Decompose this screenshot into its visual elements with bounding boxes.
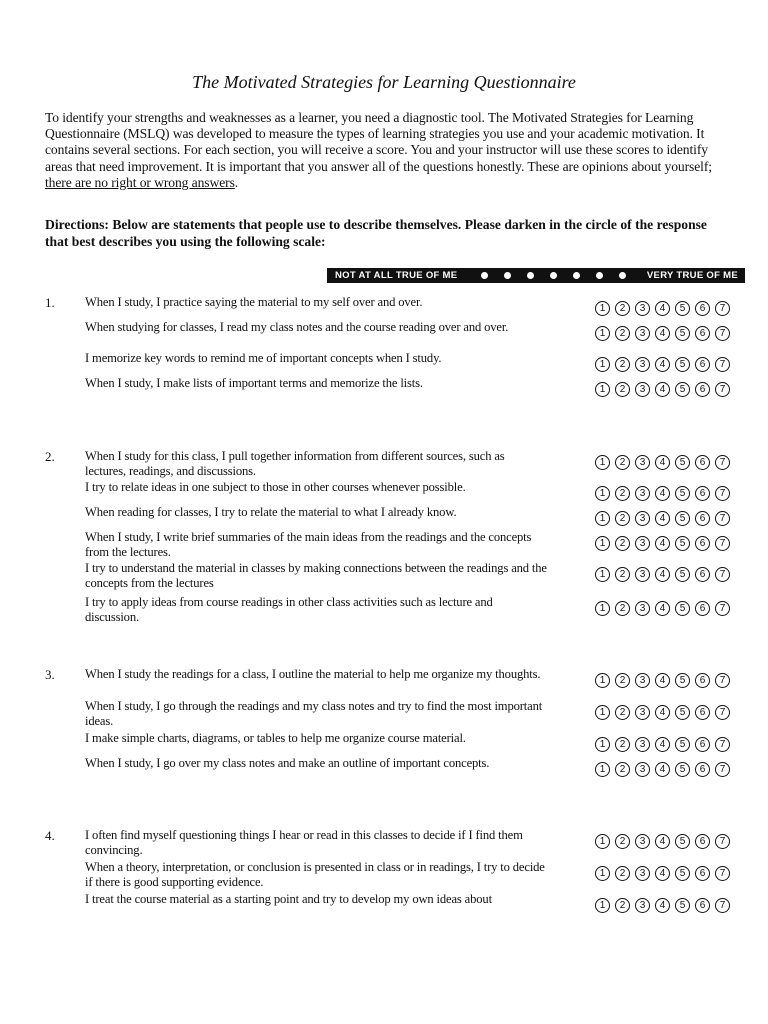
response-option-7[interactable]: 7: [715, 326, 730, 341]
response-option-6[interactable]: 6: [695, 486, 710, 501]
response-option-6[interactable]: 6: [695, 866, 710, 881]
response-option-5[interactable]: 5: [675, 301, 690, 316]
intro-underlined-text: there are no right or wrong answers: [45, 174, 235, 190]
response-option-6[interactable]: 6: [695, 301, 710, 316]
response-option-4[interactable]: 4: [655, 567, 670, 582]
response-scale: [595, 326, 750, 344]
response-option-4[interactable]: 4: [655, 705, 670, 720]
response-option-5[interactable]: 5: [675, 382, 690, 397]
response-option-3[interactable]: 3: [635, 737, 650, 752]
response-option-5[interactable]: 5: [675, 326, 690, 341]
response-scale: [595, 455, 750, 473]
response-option-7[interactable]: 7: [715, 382, 730, 397]
directions: Directions: Below are statements that people use to describe themselves. Please darken in the circle of the response that best describes you using the following scale:: [45, 217, 707, 249]
response-scale: [595, 382, 750, 400]
response-option-1[interactable]: 1: [595, 601, 610, 616]
response-option-5[interactable]: 5: [675, 898, 690, 913]
response-option-4[interactable]: 4: [655, 486, 670, 501]
scale-dot-icon: [550, 272, 557, 279]
response-option-6[interactable]: 6: [695, 705, 710, 720]
response-option-6[interactable]: 6: [695, 601, 710, 616]
response-option-7[interactable]: 7: [715, 898, 730, 913]
question-item-text: When studying for classes, I read my class notes and the course reading over and over.: [85, 320, 509, 334]
response-option-4[interactable]: 4: [655, 673, 670, 688]
response-option-6[interactable]: 6: [695, 326, 710, 341]
response-option-1[interactable]: 1: [595, 762, 610, 777]
question-number: 2.: [45, 449, 55, 464]
question-item-text: I try to understand the material in classes by making connections between the readings and the concepts from the lectures: [85, 561, 547, 590]
response-option-2[interactable]: 2: [615, 536, 630, 551]
response-option-3[interactable]: 3: [635, 357, 650, 372]
response-option-2[interactable]: 2: [615, 834, 630, 849]
question-item-text: When I study, I make lists of important terms and memorize the lists.: [85, 376, 423, 390]
question-item-text: When I study for this class, I pull together information from different sources, such as lectures, readings, and discussions.: [85, 449, 505, 478]
response-option-5[interactable]: 5: [675, 357, 690, 372]
response-option-5[interactable]: 5: [675, 762, 690, 777]
response-option-6[interactable]: 6: [695, 455, 710, 470]
question-item-text: When I study the readings for a class, I outline the material to help me organize my thoughts.: [85, 667, 541, 681]
response-option-3[interactable]: 3: [635, 834, 650, 849]
response-option-1[interactable]: 1: [595, 866, 610, 881]
intro-paragraph: [45, 110, 723, 191]
response-option-3[interactable]: 3: [635, 326, 650, 341]
response-option-7[interactable]: 7: [715, 357, 730, 372]
response-option-7[interactable]: 7: [715, 673, 730, 688]
intro-end: .: [234, 174, 239, 190]
response-option-1[interactable]: 1: [595, 673, 610, 688]
response-option-7[interactable]: 7: [715, 301, 730, 316]
response-option-3[interactable]: 3: [635, 866, 650, 881]
response-option-3[interactable]: 3: [635, 601, 650, 616]
response-scale: [595, 673, 750, 691]
response-option-7[interactable]: 7: [715, 762, 730, 777]
response-option-7[interactable]: 7: [715, 737, 730, 752]
response-option-5[interactable]: 5: [675, 834, 690, 849]
response-option-1[interactable]: 1: [595, 511, 610, 526]
response-option-1[interactable]: 1: [595, 567, 610, 582]
response-option-1[interactable]: 1: [595, 382, 610, 397]
response-scale: [595, 762, 750, 780]
response-option-2[interactable]: 2: [615, 705, 630, 720]
question-item-text: I often find myself questioning things I hear or read in this classes to decide if I find them convincing.: [85, 828, 523, 857]
question-item-text: When a theory, interpretation, or conclusion is presented in class or in readings, I try to decide if there is good supporting evidence.: [85, 860, 545, 889]
response-option-4[interactable]: 4: [655, 326, 670, 341]
response-option-4[interactable]: 4: [655, 834, 670, 849]
response-option-6[interactable]: 6: [695, 737, 710, 752]
response-option-7[interactable]: 7: [715, 834, 730, 849]
response-scale: [595, 737, 750, 755]
response-option-3[interactable]: 3: [635, 455, 650, 470]
intro-text: To identify your strengths and weaknesses as a learner, you need a diagnostic tool. The Motivated Strategies for Learning Questionnaire (MSLQ) was developed to measure the types of learning strategies you use and your academic motivation. It contains several sections. For each section, you will receive a score. You and your instructor will use these scores to identify areas that need improvement. It is important that you answer all of the questions honestly. These are opinions about yourself;: [45, 110, 712, 174]
scale-dot-icon: [481, 272, 488, 279]
response-option-4[interactable]: 4: [655, 762, 670, 777]
response-option-4[interactable]: 4: [655, 601, 670, 616]
question-item-text: I make simple charts, diagrams, or tables to help me organize course material.: [85, 731, 466, 745]
scale-dot-icon: [504, 272, 511, 279]
response-option-5[interactable]: 5: [675, 673, 690, 688]
response-option-1[interactable]: 1: [595, 486, 610, 501]
response-option-6[interactable]: 6: [695, 834, 710, 849]
response-option-1[interactable]: 1: [595, 301, 610, 316]
page-title: The Motivated Strategies for Learning Questionnaire: [192, 72, 576, 92]
response-option-2[interactable]: 2: [615, 762, 630, 777]
question-item-text: I try to relate ideas in one subject to those in other courses whenever possible.: [85, 480, 466, 494]
question-number: 3.: [45, 667, 55, 682]
response-option-7[interactable]: 7: [715, 455, 730, 470]
response-option-5[interactable]: 5: [675, 536, 690, 551]
response-option-2[interactable]: 2: [615, 567, 630, 582]
response-option-2[interactable]: 2: [615, 301, 630, 316]
response-option-4[interactable]: 4: [655, 455, 670, 470]
response-option-1[interactable]: 1: [595, 357, 610, 372]
response-option-3[interactable]: 3: [635, 486, 650, 501]
response-option-3[interactable]: 3: [635, 536, 650, 551]
response-option-5[interactable]: 5: [675, 737, 690, 752]
response-option-3[interactable]: 3: [635, 567, 650, 582]
question-item-text: When I study, I go over my class notes and make an outline of important concepts.: [85, 756, 490, 770]
response-option-1[interactable]: 1: [595, 834, 610, 849]
response-option-7[interactable]: 7: [715, 567, 730, 582]
response-option-2[interactable]: 2: [615, 486, 630, 501]
response-option-2[interactable]: 2: [615, 511, 630, 526]
response-option-5[interactable]: 5: [675, 455, 690, 470]
response-option-7[interactable]: 7: [715, 601, 730, 616]
response-option-3[interactable]: 3: [635, 705, 650, 720]
response-scale: [595, 511, 750, 529]
response-option-6[interactable]: 6: [695, 536, 710, 551]
scale-dot-icon: [596, 272, 603, 279]
question-item-text: When I study, I practice saying the material to my self over and over.: [85, 295, 423, 309]
response-option-7[interactable]: 7: [715, 536, 730, 551]
response-option-5[interactable]: 5: [675, 567, 690, 582]
response-option-2[interactable]: 2: [615, 382, 630, 397]
response-option-4[interactable]: 4: [655, 382, 670, 397]
response-option-1[interactable]: 1: [595, 898, 610, 913]
response-option-1[interactable]: 1: [595, 455, 610, 470]
response-option-1[interactable]: 1: [595, 326, 610, 341]
scale-dot-icon: [527, 272, 534, 279]
response-option-4[interactable]: 4: [655, 898, 670, 913]
response-option-5[interactable]: 5: [675, 866, 690, 881]
scale-legend-bar: [327, 268, 745, 283]
response-option-7[interactable]: 7: [715, 705, 730, 720]
response-option-6[interactable]: 6: [695, 673, 710, 688]
scale-high-label: VERY TRUE OF ME: [646, 270, 738, 281]
question-item-text: When reading for classes, I try to relate the material to what I already know.: [85, 505, 457, 519]
scale-dot-icon: [619, 272, 626, 279]
response-option-5[interactable]: 5: [675, 486, 690, 501]
response-option-5[interactable]: 5: [675, 601, 690, 616]
response-option-4[interactable]: 4: [655, 866, 670, 881]
response-option-3[interactable]: 3: [635, 301, 650, 316]
response-option-1[interactable]: 1: [595, 705, 610, 720]
question-item-text: When I study, I write brief summaries of the main ideas from the readings and the concepts from the lectures.: [85, 530, 532, 559]
question-item-text: I try to apply ideas from course readings in other class activities such as lecture and discussion.: [85, 595, 493, 624]
response-scale: [595, 357, 750, 375]
response-option-3[interactable]: 3: [635, 382, 650, 397]
response-option-2[interactable]: 2: [615, 357, 630, 372]
question-number: 4.: [45, 828, 55, 843]
response-option-2[interactable]: 2: [615, 601, 630, 616]
response-scale: [595, 898, 750, 916]
response-option-2[interactable]: 2: [615, 455, 630, 470]
response-option-1[interactable]: 1: [595, 737, 610, 752]
response-scale: [595, 301, 750, 319]
response-option-4[interactable]: 4: [655, 357, 670, 372]
response-option-4[interactable]: 4: [655, 737, 670, 752]
response-option-6[interactable]: 6: [695, 762, 710, 777]
response-option-6[interactable]: 6: [695, 567, 710, 582]
response-option-2[interactable]: 2: [615, 326, 630, 341]
response-option-7[interactable]: 7: [715, 486, 730, 501]
response-option-6[interactable]: 6: [695, 511, 710, 526]
scale-low-label: NOT AT ALL TRUE OF ME: [335, 270, 458, 281]
response-option-6[interactable]: 6: [695, 382, 710, 397]
response-scale: [595, 866, 750, 884]
question-item-text: I treat the course material as a starting point and try to develop my own ideas about: [85, 892, 492, 906]
response-scale: [595, 834, 750, 852]
response-option-2[interactable]: 2: [615, 898, 630, 913]
question-item-text: When I study, I go through the readings and my class notes and try to find the most important ideas.: [85, 699, 543, 728]
response-option-3[interactable]: 3: [635, 898, 650, 913]
response-scale: [595, 567, 750, 585]
response-option-4[interactable]: 4: [655, 536, 670, 551]
response-scale: [595, 601, 750, 619]
scale-dot-icon: [573, 272, 580, 279]
response-option-4[interactable]: 4: [655, 301, 670, 316]
response-option-7[interactable]: 7: [715, 866, 730, 881]
response-option-5[interactable]: 5: [675, 511, 690, 526]
response-option-2[interactable]: 2: [615, 866, 630, 881]
response-scale: [595, 536, 750, 554]
response-scale: [595, 486, 750, 504]
response-option-2[interactable]: 2: [615, 673, 630, 688]
response-option-3[interactable]: 3: [635, 673, 650, 688]
response-option-3[interactable]: 3: [635, 511, 650, 526]
response-option-1[interactable]: 1: [595, 536, 610, 551]
response-option-2[interactable]: 2: [615, 737, 630, 752]
response-option-6[interactable]: 6: [695, 898, 710, 913]
response-option-6[interactable]: 6: [695, 357, 710, 372]
response-option-4[interactable]: 4: [655, 511, 670, 526]
response-scale: [595, 705, 750, 723]
response-option-7[interactable]: 7: [715, 511, 730, 526]
response-option-3[interactable]: 3: [635, 762, 650, 777]
response-option-5[interactable]: 5: [675, 705, 690, 720]
question-item-text: I memorize key words to remind me of important concepts when I study.: [85, 351, 442, 365]
question-number: 1.: [45, 295, 55, 310]
